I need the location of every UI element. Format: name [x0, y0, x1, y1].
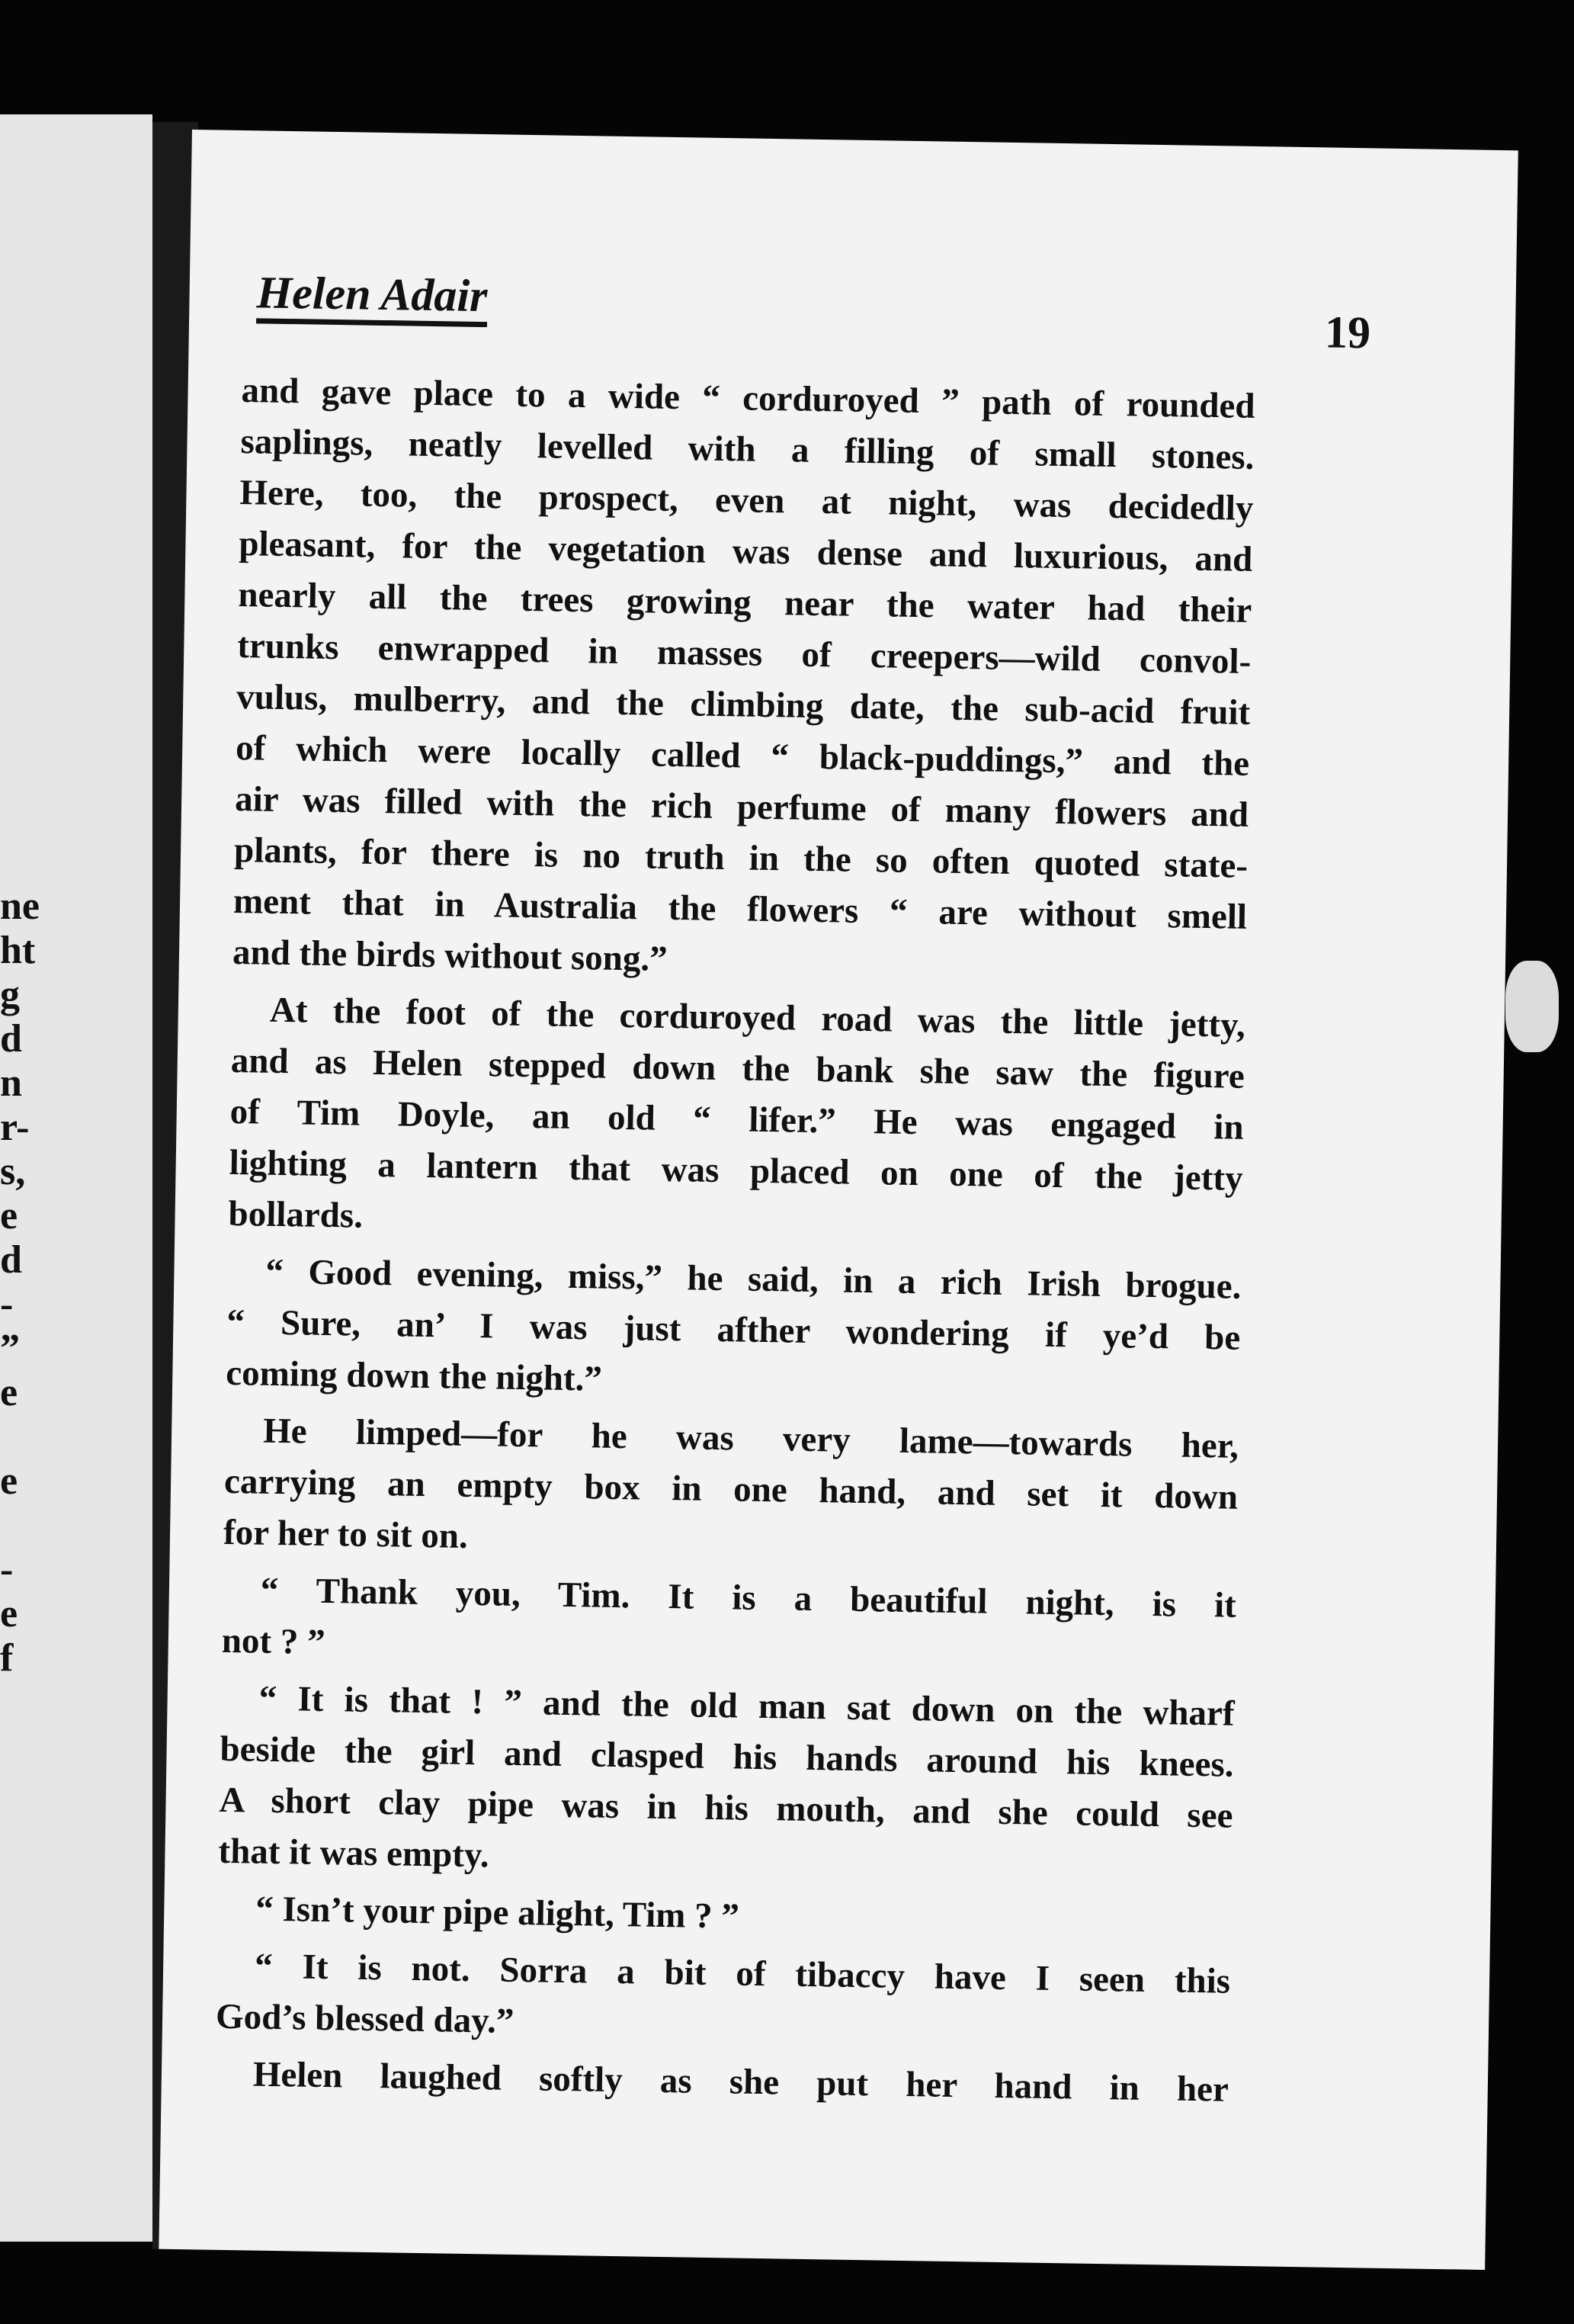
- fragment-line: s,: [0, 1150, 26, 1193]
- text-line: plants, for there is no truth in the so often quoted state-: [233, 830, 1249, 886]
- text-line: beside the girl and clasped his hands around his knees.: [220, 1729, 1234, 1785]
- text-line: ment that in Australia the flowers “ are without smell: [232, 881, 1248, 937]
- text-line: saplings, neatly levelled with a filling of small stones.: [240, 422, 1255, 477]
- fragment-line: g: [0, 973, 20, 1016]
- facing-page-text-fragments: [0, 884, 46, 1680]
- text-line: air was filled with the rich perfume of many flowers and: [234, 778, 1249, 835]
- facing-page: [0, 114, 152, 2242]
- fragment-line: r-: [0, 1106, 30, 1149]
- fragment-line: d: [0, 1238, 22, 1282]
- book-page: [159, 130, 1518, 2270]
- text-line: nearly all the trees growing near the water had their: [238, 575, 1252, 631]
- text-line: God’s blessed day.”: [215, 1996, 515, 2041]
- fragment-line: ne: [0, 884, 40, 928]
- fragment-line: ”: [0, 1327, 20, 1370]
- text-line: A short clay pipe was in his mouth, and she could see: [219, 1780, 1233, 1836]
- fragment-line: e: [0, 1459, 18, 1503]
- fragment-line: -: [0, 1282, 14, 1326]
- fragment-line: [0, 1415, 46, 1459]
- text-line: pleasant, for the vegetation was dense and luxurious, and: [239, 524, 1253, 579]
- text-line: bollards.: [228, 1193, 364, 1236]
- text-line: carrying an empty box in one hand, and set it down: [223, 1461, 1239, 1517]
- text-line: “ Thank you, Tim. It is a beautiful night, is it: [260, 1570, 1237, 1626]
- fragment-line: n: [0, 1061, 22, 1105]
- fragment-line: [0, 1504, 46, 1548]
- fragment-line: d: [0, 1017, 22, 1061]
- text-line: that it was empty.: [218, 1831, 489, 1876]
- text-line: not ? ”: [221, 1620, 326, 1662]
- fragment-line: e: [0, 1194, 18, 1237]
- text-line: “ Sure, an’ I was just afther wondering if ye’d be: [226, 1302, 1241, 1358]
- fragment-line: -: [0, 1548, 14, 1591]
- fragment-line: e: [0, 1371, 18, 1414]
- text-line: of Tim Doyle, an old “ lifer.” He was engaged in: [229, 1091, 1245, 1148]
- page-header: [256, 267, 1371, 358]
- text-line: and gave place to a wide “ corduroyed ” path of rounded: [241, 371, 1255, 426]
- text-line: and the birds without song.”: [232, 932, 668, 979]
- text-line: “ It is that ! ” and the old man sat down on the wharf: [258, 1678, 1235, 1734]
- text-line: and as Helen stepped down the bank she saw the figure: [230, 1040, 1245, 1096]
- text-line: Helen laughed softly as she put her hand in her: [252, 2054, 1229, 2110]
- text-line: “ It is not. Sorra a bit of tibaccy have I seen this: [254, 1946, 1231, 2001]
- body-text: [214, 365, 1255, 2116]
- fragment-line: e: [0, 1592, 18, 1635]
- fragment-line: ht: [0, 929, 36, 972]
- text-line: Here, too, the prospect, even at night, was decidedly: [239, 473, 1254, 528]
- text-line: He limped—for he was very lame—towards her,: [262, 1411, 1239, 1466]
- scan-artifact: [1505, 961, 1559, 1052]
- text-line: “ Isn’t your pipe alight, Tim ? ”: [255, 1889, 740, 1937]
- text-line: lighting a lantern that was placed on one of the jetty: [229, 1142, 1243, 1199]
- text-line: “ Good evening, miss,” he said, in a rich Irish brogue.: [265, 1251, 1242, 1307]
- running-head: Helen Adair: [256, 268, 488, 327]
- text-line: trunks enwrapped in masses of creepers—wild convol-: [236, 626, 1252, 682]
- text-line: for her to sit on.: [223, 1512, 469, 1556]
- fragment-line: f: [0, 1636, 14, 1680]
- page-number: 19: [1324, 307, 1371, 358]
- text-line: vulus, mulberry, and the climbing date, the sub-acid fruit: [236, 677, 1251, 733]
- text-line: coming down the night.”: [225, 1353, 603, 1399]
- text-line: of which were locally called “ black-puddings,” and the: [235, 728, 1250, 784]
- text-line: At the foot of the corduroyed road was the little jetty,: [269, 990, 1246, 1045]
